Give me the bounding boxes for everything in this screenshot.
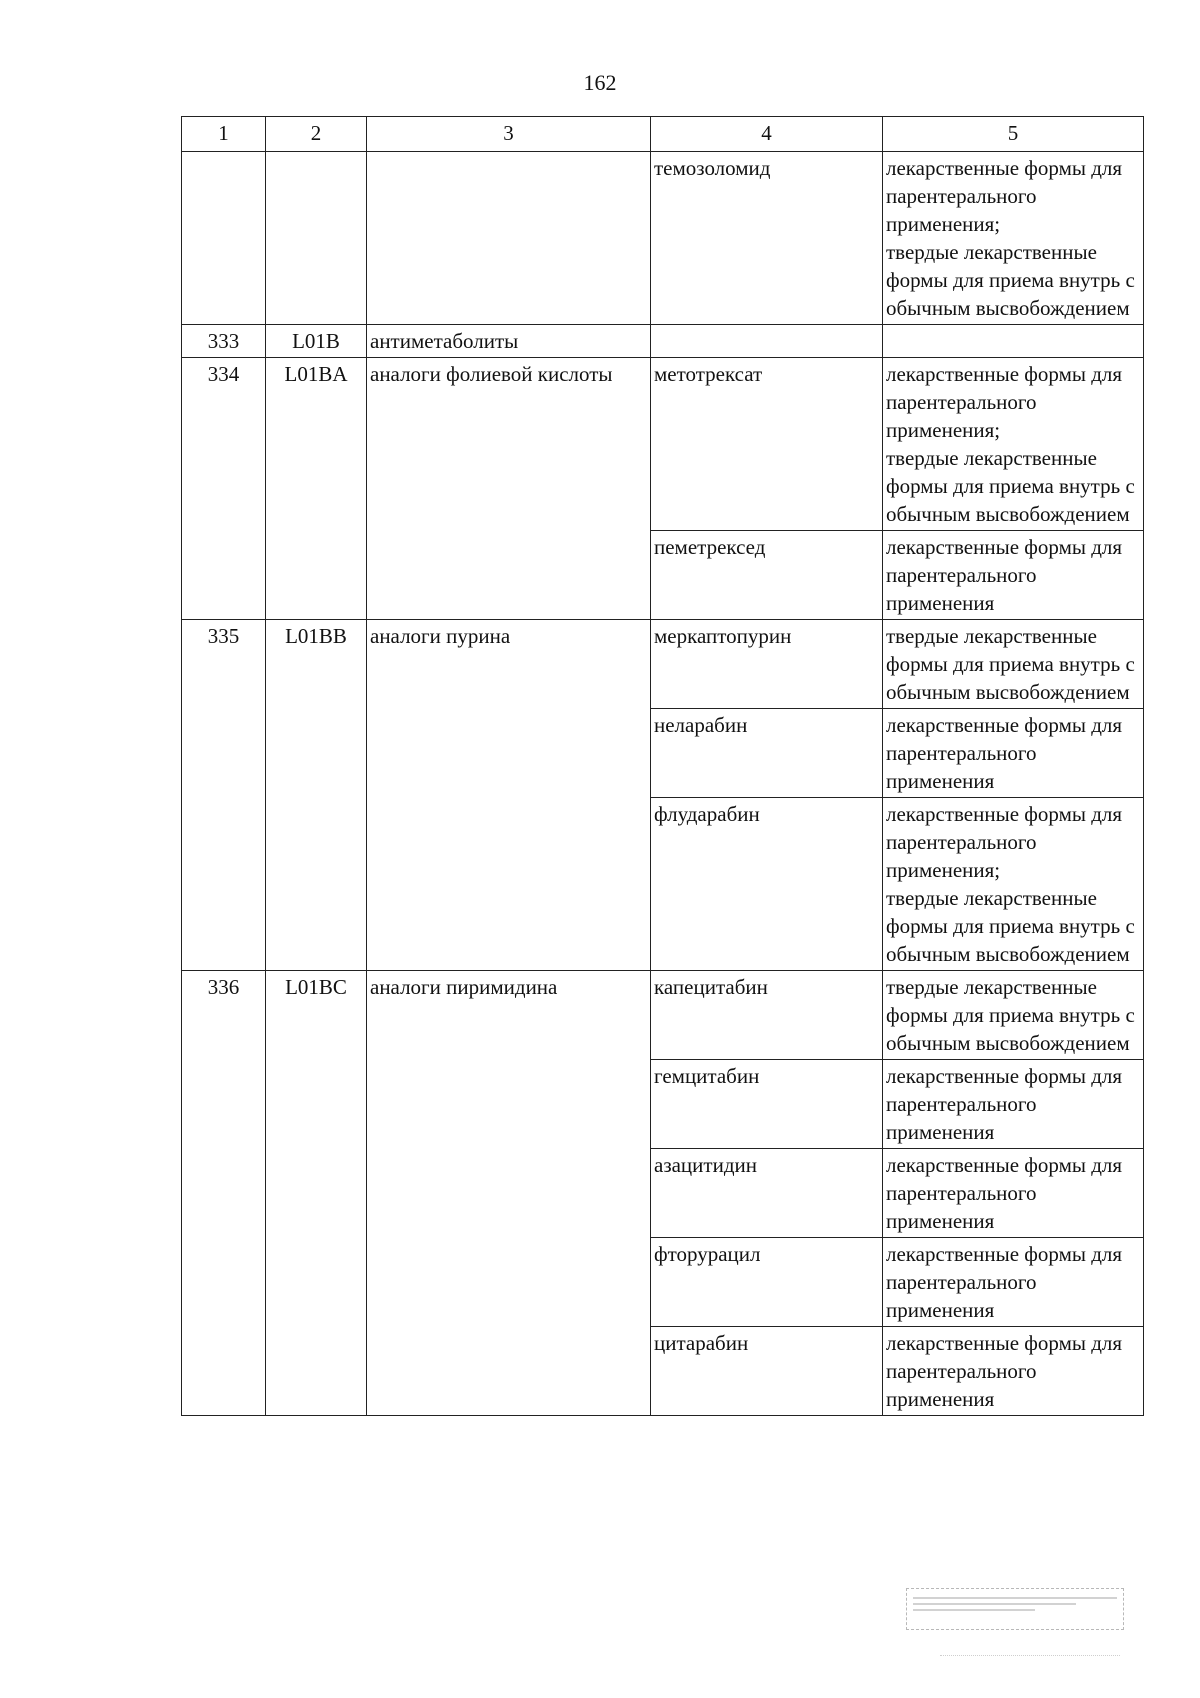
dosage-forms	[883, 798, 1144, 971]
dosage-form-text: твердые лекарственные формы для приема внутрь с обычным высвобождением	[886, 624, 1135, 704]
page-number: 162	[583, 70, 617, 95]
drug-name: цитарабин	[651, 1327, 883, 1416]
group-name: аналоги пиримидина	[367, 971, 651, 1416]
row-number: 333	[182, 325, 266, 358]
table-header-row	[182, 117, 1144, 152]
dosage-forms	[883, 358, 1144, 531]
dosage-forms	[883, 1238, 1144, 1327]
dosage-form-text: лекарственные формы для парентерального применения	[886, 1331, 1123, 1411]
drug-name: метотрексат	[651, 358, 883, 531]
row-number: 334	[182, 358, 266, 620]
dosage-form-text: лекарственные формы для парентерального применения;	[886, 156, 1123, 236]
atc-code: L01B	[266, 325, 367, 358]
drug-name: капецитабин	[651, 971, 883, 1060]
table-row	[182, 971, 1144, 1060]
table-row	[182, 152, 1144, 325]
dosage-forms	[883, 709, 1144, 798]
column-header: 2	[266, 117, 367, 152]
dosage-form-text: лекарственные формы для парентерального применения	[886, 1242, 1123, 1322]
faded-stamp-trace	[940, 1655, 1120, 1656]
drug-name: фторурацил	[651, 1238, 883, 1327]
dosage-form-text: лекарственные формы для парентерального применения	[886, 1064, 1123, 1144]
atc-code: L01BC	[266, 971, 367, 1416]
table-row	[182, 325, 1144, 358]
dosage-form-text: твердые лекарственные формы для приема внутрь с обычным высвобождением	[886, 446, 1135, 526]
medicines-table	[181, 116, 1144, 1416]
dosage-form-text: лекарственные формы для парентерального применения;	[886, 802, 1123, 882]
group-name: аналоги пурина	[367, 620, 651, 971]
drug-name	[651, 325, 883, 358]
drug-name: гемцитабин	[651, 1060, 883, 1149]
dosage-form-text: лекарственные формы для парентерального применения;	[886, 362, 1123, 442]
dosage-form-text: твердые лекарственные формы для приема внутрь с обычным высвобождением	[886, 240, 1135, 320]
dosage-forms	[883, 325, 1144, 358]
drug-name: неларабин	[651, 709, 883, 798]
dosage-forms	[883, 620, 1144, 709]
table-row	[182, 620, 1144, 709]
column-header: 4	[651, 117, 883, 152]
dosage-forms	[883, 1060, 1144, 1149]
dosage-form-text: твердые лекарственные формы для приема внутрь с обычным высвобождением	[886, 886, 1135, 966]
group-name	[367, 152, 651, 325]
drug-name: флударабин	[651, 798, 883, 971]
dosage-forms	[883, 531, 1144, 620]
dosage-forms	[883, 152, 1144, 325]
table-row	[182, 358, 1144, 531]
atc-code	[266, 152, 367, 325]
column-header: 1	[182, 117, 266, 152]
drug-name: азацитидин	[651, 1149, 883, 1238]
dosage-forms	[883, 1327, 1144, 1416]
atc-code: L01BA	[266, 358, 367, 620]
column-header: 3	[367, 117, 651, 152]
row-number: 335	[182, 620, 266, 971]
dosage-form-text: лекарственные формы для парентерального применения	[886, 535, 1123, 615]
drug-name: меркаптопурин	[651, 620, 883, 709]
dosage-form-text: лекарственные формы для парентерального применения	[886, 713, 1123, 793]
dosage-form-text: лекарственные формы для парентерального применения	[886, 1153, 1123, 1233]
group-name: аналоги фолиевой кислоты	[367, 358, 651, 620]
dosage-form-text: твердые лекарственные формы для приема внутрь с обычным высвобождением	[886, 975, 1135, 1055]
row-number: 336	[182, 971, 266, 1416]
faded-stamp	[906, 1588, 1124, 1630]
atc-code: L01BB	[266, 620, 367, 971]
dosage-forms	[883, 971, 1144, 1060]
group-name: антиметаболиты	[367, 325, 651, 358]
drug-name: темозоломид	[651, 152, 883, 325]
row-number	[182, 152, 266, 325]
drug-name: пеметрексед	[651, 531, 883, 620]
column-header: 5	[883, 117, 1144, 152]
dosage-forms	[883, 1149, 1144, 1238]
